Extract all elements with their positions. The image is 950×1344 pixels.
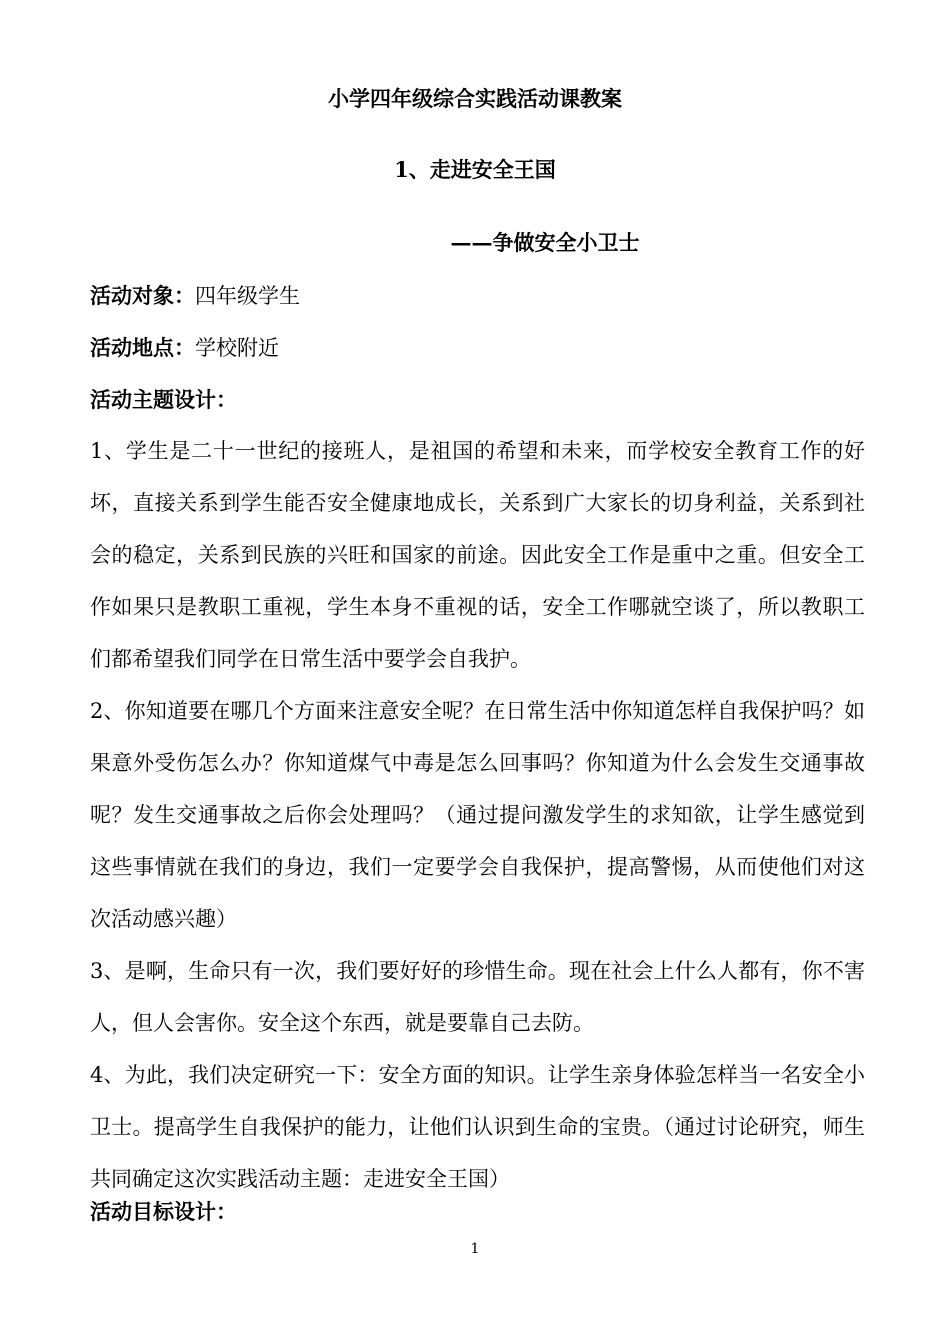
- section-heading-goal: 活动目标设计：: [90, 1199, 237, 1224]
- paragraph-4: 4、为此，我们决定研究一下：安全方面的知识。让学生亲身体验怎样当一名安全小卫士。提高学生自我保护的能力，让他们认识到生命的宝贵。（通过讨论研究，师生共同确定这次实践活动主题：走进安全王国）: [90, 1063, 865, 1191]
- paragraph-1: 1、学生是二十一世纪的接班人，是祖国的希望和未来，而学校安全教育工作的好坏，直接关系到学生能否安全健康地成长，关系到广大家长的切身利益，关系到社会的稳定，关系到民族的兴旺和国家的前途。因此安全工作是重中之重。但安全工作如果只是教职工重视，学生本身不重视的话，安全工作哪就空谈了，所以教职工们都希望我们同学在日常生活中要学会自我护。: [90, 439, 865, 671]
- field-activity-target: [90, 281, 300, 311]
- paragraph-2: 2、你知道要在哪几个方面来注意安全呢？在日常生活中你知道怎样自我保护吗？如果意外受伤怎么办？你知道煤气中毒是怎么回事吗？你知道为什么会发生交通事故呢？发生交通事故之后你会处理吗？（通过提问激发学生的求知欲，让学生感觉到这些事情就在我们的身边，我们一定要学会自我保护，提高警惕，从而使他们对这次活动感兴趣）: [90, 699, 865, 931]
- field-value: 学校附近: [195, 336, 279, 360]
- paragraph-3: 3、是啊，生命只有一次，我们要好好的珍惜生命。现在社会上什么人都有，你不害人，但人会害你。安全这个东西，就是要靠自己去防。: [90, 959, 865, 1035]
- document-title: 小学四年级综合实践活动课教案: [328, 86, 622, 111]
- page-number: 1: [470, 1241, 480, 1257]
- lesson-subtitle: ——争做安全小卫士: [450, 230, 640, 255]
- field-activity-location: [90, 333, 279, 363]
- section-heading-theme: 活动主题设计：: [90, 387, 237, 412]
- field-label: 活动对象：: [90, 283, 195, 308]
- field-label: 活动地点：: [90, 335, 195, 360]
- field-value: 四年级学生: [195, 284, 300, 308]
- lesson-title: 1、走进安全王国: [394, 157, 556, 182]
